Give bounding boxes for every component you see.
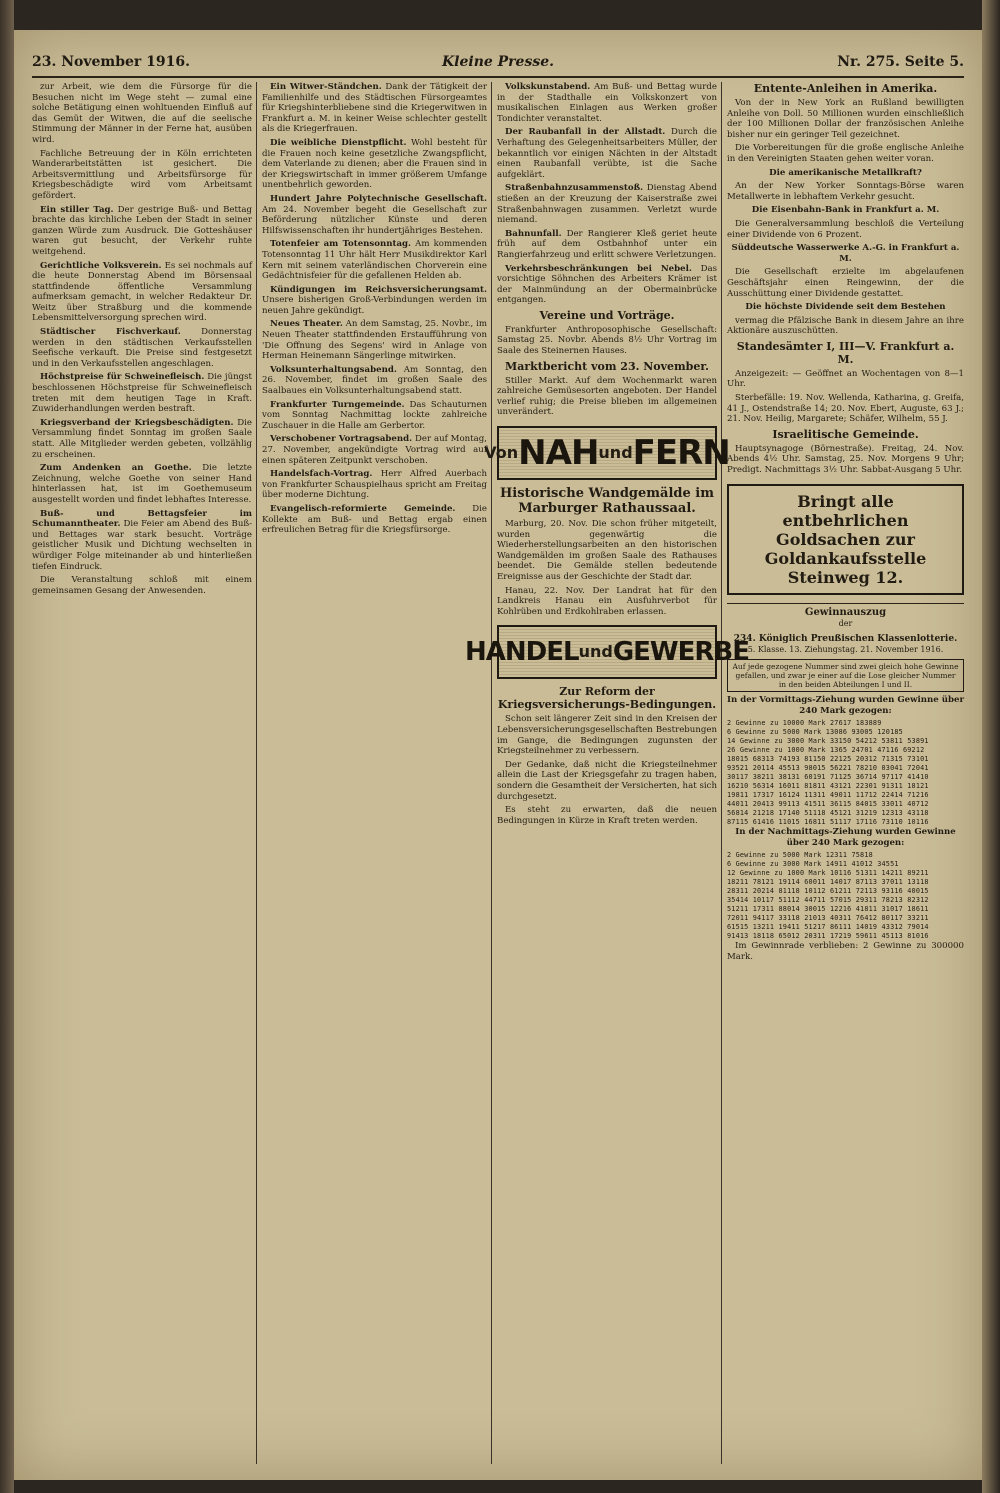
- article-text: Die letzte Zeichnung, welche Goethe von seiner Hand hinterlassen hat, ist im Goethemuseum ausgestellt worden und findet lebhaftes Interesse.: [32, 463, 253, 505]
- number-row: 18015 68313 74193 81150 22125 20312 71315 73101: [727, 755, 929, 764]
- article-heading: Gerichtliche Volksverein.: [40, 260, 162, 271]
- article-text: An der New Yorker Sonntags-Börse waren Metallwerte in lebhaftem Verkehr gesucht.: [727, 181, 964, 202]
- column-rule: [256, 82, 257, 1464]
- article-heading: Volksunterhaltungsabend.: [270, 364, 397, 375]
- article-text: Marburg, 20. Nov. Die schon früher mitgeteilt, wurden gegenwärtig die Wiederherstellungsarbeiten an den historischen Wandgemälden im großen Saale des Rathauses beendet. Die Gemälde stellen bedeutende Ereignisse aus der Geschichte der Stadt dar.: [497, 519, 717, 582]
- article-heading: Die weibliche Dienstpflicht.: [270, 137, 407, 148]
- divider: [727, 603, 964, 604]
- number-row: 35414 10117 51112 44711 57015 29311 78213 82312: [727, 896, 929, 905]
- article-text: Es sei nochmals auf die heute Donnerstag Abend im Börsensaal stattfindende öffentliche Versammlung aufmerksam gemacht, in welcher Redakteur Dr. Weitz über Straßburg und die kommende Lebensmittelversorgung sprechen wird.: [32, 260, 253, 324]
- article-text: Sterbefälle: 19. Nov. Wellenda, Katharina, g. Greifa, 41 J., Ostendstraße 14; 20. Nov. Ebert, Auguste, 63 J.; 21. Nov. Heilig, Margarete; Schäfer, Wilhelm, 55 J.: [727, 393, 964, 425]
- number-row: 2 Gewinne zu 10000 Mark 27617 183889: [727, 719, 882, 728]
- banner-word: NAH: [518, 432, 599, 473]
- article-text: Das vorsichtige Söhnchen des Arbeiters Krämer ist der Mainmündung an der Obermainbrücke entgangen.: [497, 263, 717, 306]
- lottery-numbers-morning: [727, 719, 964, 827]
- banner-word: und: [578, 642, 613, 662]
- article-text: Donnerstag werden in den städtischen Verkaufsstellen Seefische verkauft. Die Preise sind festgesetzt und in den Verkaufsstellen angeschlagen.: [32, 327, 252, 369]
- column-1: [32, 82, 252, 1464]
- column-2: [262, 82, 487, 1464]
- article-text: Am kommenden Totensonntag 11 Uhr hält Herr Musikdirektor Karl Kern mit seinem vaterländischen Chorverein eine Gedächtnisfeier für die gefallenen Helden ab.: [262, 239, 488, 282]
- von-nah-und-fern-banner: [484, 426, 730, 480]
- newspaper-page: [14, 30, 982, 1480]
- article-text: Stiller Markt. Auf dem Wochenmarkt waren zahlreiche Gemüsesorten angeboten. Der Handel verlief ruhig; die Preise blieben im allgemeinen unverändert.: [497, 375, 717, 418]
- article-heading: Die höchste Dividende seit dem Bestehen: [745, 302, 946, 313]
- article-text: Das Schauturnen vom Sonntag Nachmittag lockte zahlreiche Zuschauer in die Halle am Gerbertor.: [262, 399, 488, 431]
- article-heading: Ein stiller Tag.: [40, 204, 114, 215]
- article-heading: Die Eisenbahn-Bank in Frankfurt a. M.: [751, 205, 940, 216]
- article-text: Die Kollekte am Buß- und Bettag ergab einen erfreulichen Betrag für die Kriegsfürsorge.: [262, 503, 487, 536]
- article-text: Anzeigezeit: — Geöffnet an Wochentagen von 8—1 Uhr.: [727, 368, 964, 390]
- article-heading: Die amerikanische Metallkraft?: [769, 167, 922, 178]
- column-rule: [721, 82, 722, 1464]
- article-heading: Hundert Jahre Polytechnische Gesellschaft.: [270, 193, 487, 204]
- article-heading: Neues Theater.: [270, 319, 343, 330]
- lottery-date: 5. Klasse. 13. Ziehungstag. 21. November 1916.: [747, 645, 944, 655]
- article-heading: Bahnunfall.: [505, 228, 562, 239]
- article-text: Der Rangierer Kleß geriet heute früh auf dem Ostbahnhof unter ein Rangierfahrzeug und erlitt schwere Verletzungen.: [497, 228, 717, 260]
- article-heading: Buß- und Bettagsfeier im Schumanntheater.: [32, 508, 252, 530]
- number-row: 18211 78121 19114 60011 14017 87113 37011 13118: [727, 878, 929, 887]
- page-edge: [982, 0, 1000, 1493]
- article-text: Unsere bisherigen Groß-Verbindungen werden im neuen Jahre gekündigt.: [262, 295, 487, 316]
- section-heading: Vereine und Vorträge.: [539, 308, 675, 322]
- article-text: Der Gedanke, daß nicht die Kriegsteilnehmer allein die Last der Kriegsgefahr zu tragen haben, sondern die Gesamtheit der Versicherten, hat sich durchgesetzt.: [497, 759, 717, 802]
- article-heading: Kriegsverband der Kriegsbeschädigten.: [40, 417, 234, 428]
- number-row: 51211 17311 88014 30015 12216 41811 31017 18611: [727, 905, 929, 914]
- banner-word: Von: [484, 442, 519, 462]
- article-text: Die Vorbereitungen für die große englische Anleihe in den Vereinigten Staaten gehen weiter voran.: [727, 143, 964, 164]
- lottery-subtitle: der: [838, 619, 853, 629]
- article-text: Von der in New York an Rußland bewilligten Anleihe von Doll. 50 Millionen wurden einschließlich der 100 Millionen Dollar der französischen Anleihe bisher nur ein geringer Teil gezeichnet.: [727, 98, 964, 140]
- article-heading: Verkehrsbeschränkungen bei Nebel.: [505, 263, 692, 274]
- handel-und-gewerbe-banner: [465, 625, 749, 679]
- article-heading: Süddeutsche Wasserwerke A.-G. in Frankfurt a. M.: [731, 243, 960, 264]
- article-heading: Verschobener Vortragsabend.: [270, 434, 413, 445]
- number-row: 14 Gewinne zu 3000 Mark 33150 54212 53811 53891: [727, 737, 929, 746]
- number-row: 61515 13211 19411 51217 86111 14019 43312 79014: [727, 923, 929, 932]
- lottery-notice: Auf jede gezogene Nummer sind zwei gleich hohe Gewinne gefallen, und zwar je einer auf die Lose gleicher Nummer in den beiden Abteilungen I und II.: [727, 659, 964, 692]
- number-row: 93521 20114 45513 98015 56221 78210 03041 72041: [727, 764, 929, 773]
- lottery-section-label: In der Vormittags-Ziehung wurden Gewinne über 240 Mark gezogen:: [727, 695, 964, 716]
- lottery-numbers-afternoon: [727, 851, 964, 941]
- section-heading: Marktbericht vom 23. November.: [505, 359, 709, 373]
- article-text: Es steht zu erwarten, daß die neuen Bedingungen in Kürze in Kraft treten werden.: [497, 805, 717, 826]
- number-row: 12 Gewinne zu 1000 Mark 10116 51311 14211 89211: [727, 869, 929, 878]
- lottery-section-label: In der Nachmittags-Ziehung wurden Gewinne über 240 Mark gezogen:: [735, 827, 956, 848]
- lottery-footnote: Im Gewinnrade verblieben: 2 Gewinne zu 300000 Mark.: [727, 941, 964, 962]
- section-heading: Historische Wandgemälde im Marburger Rathaussaal.: [500, 486, 714, 517]
- article-heading: Ein Witwer-Ständchen.: [270, 82, 382, 92]
- article-text: Der gestrige Buß- und Bettag brachte das kirchliche Leben der Stadt in seiner ganzen Würde zum Ausdruck. Die Gotteshäuser waren gut besucht, der Verkehr ruhte weitgehend.: [32, 204, 253, 257]
- number-row: 6 Gewinne zu 3000 Mark 14911 41012 34551: [727, 860, 899, 869]
- banner-word: FERN: [632, 432, 730, 473]
- number-row: 72011 94117 33118 21013 40311 76412 80117 33211: [727, 914, 929, 923]
- book-binding: [0, 0, 14, 1493]
- article-text: Die Gesellschaft erzielte im abgelaufenen Geschäftsjahr einen Reingewinn, der die Ausschüttung einer Dividende gestattet.: [727, 267, 964, 299]
- section-heading: Entente-Anleihen in Amerika.: [753, 82, 938, 95]
- lottery-title: Gewinnauszug: [804, 606, 887, 618]
- number-row: 56814 21218 17140 51118 45121 31219 12313 43118: [727, 809, 929, 818]
- article-text: Herr Alfred Auerbach von Frankfurter Schauspielhaus spricht am Freitag über moderne Dichtung.: [262, 469, 488, 501]
- banner-word: GEWERBE: [612, 637, 749, 668]
- number-row: 6 Gewinne zu 5000 Mark 13086 93005 120185: [727, 728, 903, 737]
- issue-date: 23. November 1916.: [32, 54, 191, 70]
- article-heading: Handelsfach-Vortrag.: [270, 469, 373, 480]
- number-row: 2 Gewinne zu 5000 Mark 12311 75818: [727, 851, 873, 860]
- page-number: Nr. 275. Seite 5.: [837, 54, 964, 70]
- article-heading: Höchstpreise für Schweinefleisch.: [40, 372, 205, 383]
- banner-word: und: [598, 442, 633, 462]
- article-text: Durch die Verhaftung des Gelegenheitsarbeiters Müller, der bekanntlich vor einigen Nächten in der Altstadt einen Raubanfall verübte, ist die Sache aufgeklärt.: [497, 127, 718, 180]
- article-text: Die Veranstaltung schloß mit einem gemeinsamen Gesang der Anwesenden.: [32, 575, 252, 596]
- newspaper-title: Kleine Presse.: [441, 54, 555, 70]
- article-text: Hanau, 22. Nov. Der Landrat hat für den Landkreis Hanau ein Ausfuhrverbot für Kohlrüben und Erdkohlraben erlassen.: [497, 585, 717, 617]
- article-heading: Totenfeier am Totensonntag.: [270, 239, 412, 250]
- number-row: 28311 20214 81118 10112 61211 72113 93116 40015: [727, 887, 929, 896]
- number-row: 87115 61416 11015 16811 51117 17116 73110 10116: [727, 818, 929, 827]
- article-heading: Kündigungen im Reichsversicherungsamt.: [270, 284, 487, 295]
- article-text: vermag die Pfälzische Bank in diesem Jahre an ihre Aktionäre auszuschütten.: [727, 315, 964, 337]
- section-heading: Zur Reform der Kriegsversicherungs-Bedingungen.: [497, 685, 717, 712]
- article-text: Hauptsynagoge (Börnestraße). Freitag, 24. Nov. Abends 4½ Uhr. Samstag, 25. Nov. Morgens 9 Uhr; Predigt. Nachmittags 3½ Uhr. Sabbat-Ausgang 5 Uhr.: [727, 443, 964, 476]
- article-text: Fachliche Betreuung der in Köln errichteten Wanderarbeitstätten ist gesichert. Die Arbeitsvermittlung und Arbeitsfürsorge für Kriegsbeschädigte wird vom Arbeitsamt gefördert.: [32, 148, 252, 201]
- lottery-subtitle: 234. Königlich Preußischen Klassenlotterie.: [733, 633, 958, 644]
- article-text: Die Generalversammlung beschloß die Verteilung einer Dividende von 6 Prozent.: [727, 218, 964, 240]
- article-text: Am 24. November begeht die Gesellschaft zur Beförderung nützlicher Künste und deren Hilfswissenschaften ihr hundertjähriges Bestehen.: [262, 204, 487, 236]
- number-row: 19811 17317 16124 11311 49011 11712 22414 71216: [727, 791, 929, 800]
- article-text: Die Feier am Abend des Buß- und Bettages war stark besucht. Vorträge geistlicher Musik und Dichtung wechselten in würdiger Folge miteinander ab und hinterließen tiefen Eindruck.: [32, 519, 253, 572]
- number-row: 30117 38211 38131 60191 71125 36714 97117 41410: [727, 773, 929, 782]
- article-text: Am Buß- und Bettag wurde in der Stadthalle ein Volkskonzert von musikalischen Einlagen aus Werken großer Tondichter veranstaltet.: [497, 82, 717, 124]
- number-row: 26 Gewinne zu 1000 Mark 1365 24701 47116 69212: [727, 746, 925, 755]
- column-4: [727, 82, 964, 1464]
- article-text: Die Versammlung findet Sonntag im großen Saale statt. Alle Mitglieder werden gebeten, vollzählig zu erscheinen.: [32, 417, 252, 460]
- article-text: Wohl besteht für die Frauen noch keine gesetzliche Zwangspflicht, dem Vaterlande zu dienen; aber die Frauen sind in der Kriegswirtschaft in immer größerem Umfange unentbehrlich geworden.: [262, 137, 487, 191]
- banner-word: HANDEL: [465, 637, 579, 668]
- article-heading: Volkskunstabend.: [505, 82, 591, 92]
- number-row: 44011 20413 99113 41511 36115 84015 33011 40712: [727, 800, 929, 809]
- article-text: zur Arbeit, wie dem die Fürsorge für die Besuchen nicht im Wege steht — zumal eine solche Betätigung einen wohltuenden Einfluß auf das Gemüt der Witwen, die auf die seelische Stimmung der Männer in der Ferne hat, ausüben wird.: [32, 82, 252, 145]
- section-heading: Standesämter I, III—V. Frankfurt a. M.: [736, 339, 955, 366]
- article-heading: Straßenbahnzusammenstoß.: [505, 183, 644, 194]
- article-text: An dem Samstag, 25. Novbr., im Neuen Theater stattfindenden Erstaufführung von 'Die Offnung des Segens' wird in Anlage von Herman Heinemann Sängerlinge mitwirken.: [262, 319, 487, 362]
- article-text: Dank der Tätigkeit der Familienhilfe und des Städtischen Fürsorgeamtes für Kriegshinterbliebene sind die Kriegerwitwen in Frankfurt a. M. in keiner Weise schlechter gestellt als die Kriegerfrauen.: [262, 82, 487, 135]
- page-header: [32, 54, 964, 78]
- article-text: Frankfurter Anthroposophische Gesellschaft: Samstag 25. Novbr. Abends 8½ Uhr Vortrag im Saale des Steinernen Hauses.: [497, 324, 717, 357]
- article-text: Der auf Montag, 27. November, angekündigte Vortrag wird auf einen späteren Zeitpunkt verschoben.: [262, 434, 487, 466]
- section-heading: Israelitische Gemeinde.: [772, 427, 919, 441]
- article-text: Die jüngst beschlossenen Höchstpreise für Schweinefleisch treten mit dem heutigen Tage in Kraft. Zuwiderhandlungen werden bestraft.: [32, 372, 253, 415]
- gold-ankauf-advertisement: Bringt alle entbehrlichen Goldsachen zur Goldankaufsstelle Steinweg 12.: [727, 484, 964, 595]
- article-heading: Zum Andenken an Goethe.: [40, 463, 192, 474]
- article-heading: Der Raubanfall in der Allstadt.: [505, 127, 666, 138]
- article-text: Schon seit längerer Zeit sind in den Kreisen der Lebensversicherungsgesellschaften Bestrebungen im Gange, die Bedingungen zugunsten der Kriegsteilnehmer zu verbessern.: [497, 714, 717, 757]
- number-row: 91413 18118 65012 20311 17219 59611 45113 81016: [727, 932, 929, 941]
- number-row: 16210 56314 16011 81811 43121 22301 91311 18121: [727, 782, 929, 791]
- article-heading: Evangelisch-reformierte Gemeinde.: [270, 503, 456, 514]
- article-text: Am Sonntag, den 26. November, findet im großen Saale des Saalbaues ein Volksunterhaltungsabend statt.: [262, 364, 487, 397]
- column-rule: [491, 82, 492, 1464]
- article-heading: Städtischer Fischverkauf.: [40, 327, 181, 338]
- article-text: Dienstag Abend stießen an der Kreuzung der Kaiserstraße zwei Straßenbahnwagen zusammen. Verletzt wurde niemand.: [497, 183, 718, 226]
- column-3: [465, 82, 749, 1464]
- article-heading: Frankfurter Turngemeinde.: [270, 399, 405, 410]
